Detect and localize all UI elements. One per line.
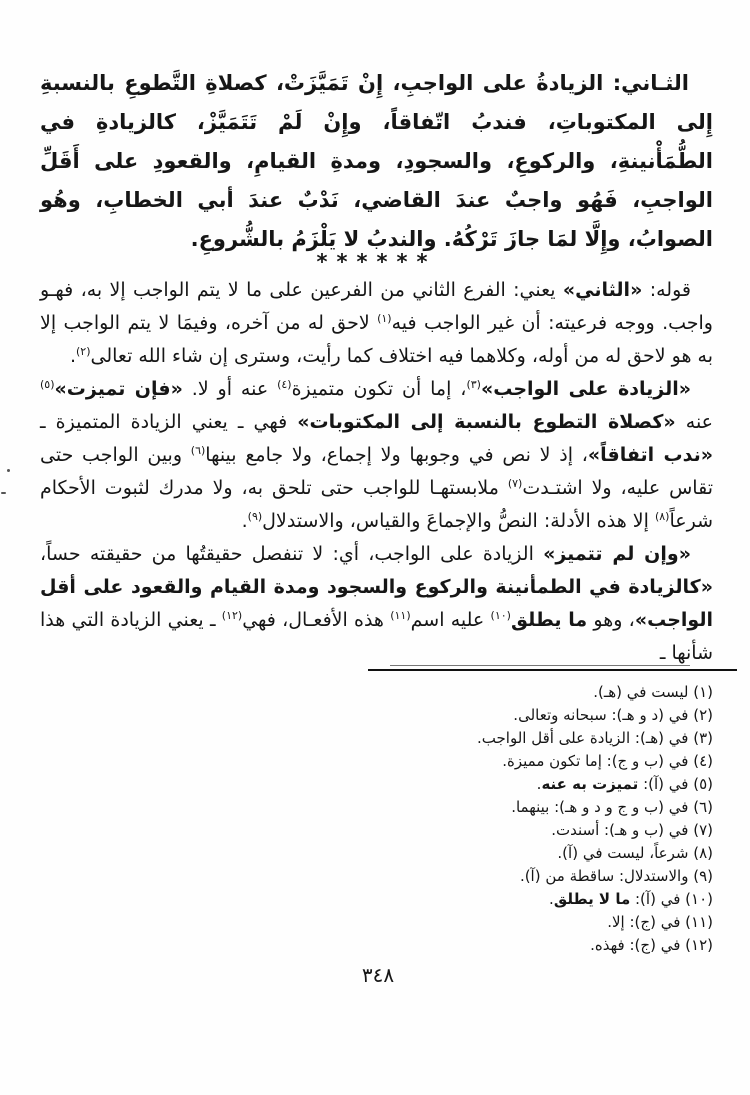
- footnote-item: [40, 842, 713, 865]
- page-number: ٣٤٨: [361, 963, 395, 987]
- footnote-ref: (٨): [654, 510, 670, 523]
- footnote-number: (٨): [693, 844, 713, 862]
- text-segment: تميزت به عنه: [541, 775, 639, 793]
- text-segment: ما لا يطلق: [553, 890, 631, 908]
- text-segment: إلا هذه الأدلة: النصُّ والإجماعَ والقياس، والاستدلال: [262, 510, 655, 532]
- text-segment: ليست في (هـ).: [593, 683, 689, 701]
- footnote-text: [537, 775, 689, 793]
- footnote-item: [40, 681, 713, 704]
- text-segment: في (آ):: [638, 775, 689, 793]
- footnote-ref: (٦): [190, 444, 206, 457]
- footnote-text: [511, 798, 688, 816]
- scan-speck: [7, 469, 10, 472]
- matn-paragraph: [40, 64, 713, 259]
- footnote-text: [551, 821, 688, 839]
- footnote-number: (٤): [693, 752, 713, 770]
- footnote-ref: (١١): [390, 609, 411, 622]
- footnote-text: [549, 890, 680, 908]
- commentary-paragraph: [40, 274, 713, 373]
- text-segment: «فإن تميزت»: [54, 378, 183, 400]
- footnote-item: [40, 750, 713, 773]
- footnote-text: [502, 752, 688, 770]
- text-segment: والاستدلال: ساقطة من (آ).: [519, 867, 689, 885]
- footnote-text: [593, 683, 688, 701]
- text-segment: ـ يعني الزيادة التي هذا شأنها ـ: [40, 609, 713, 664]
- text-segment: «الثاني»: [562, 279, 643, 301]
- text-segment: .: [536, 775, 542, 793]
- text-segment: ، إما أن تكون متميزة: [291, 378, 467, 400]
- commentary-paragraph: [40, 538, 713, 670]
- text-segment: في (ب و ج): إما تكون مميزة.: [502, 752, 689, 770]
- text-segment: ما يطلق: [510, 609, 588, 631]
- footnote-item: [40, 934, 713, 957]
- footnote-item: [40, 704, 713, 727]
- text-segment: ، وهو: [587, 609, 635, 631]
- footnote-ref: (٣): [466, 378, 481, 391]
- footnote-text: [477, 729, 688, 747]
- footnote-ref: (٢): [76, 345, 91, 358]
- text-segment: عليه اسم: [410, 609, 491, 631]
- text-segment: .: [69, 345, 76, 367]
- footnote-item: [40, 911, 713, 934]
- text-segment: ، إذ لا نص في وجوبها ولا إجماع، ولا جامع بينها: [205, 444, 588, 466]
- text-segment: .: [241, 510, 248, 532]
- text-segment: «الزيادة على الواجب»: [480, 378, 691, 400]
- footnote-text: [520, 867, 689, 885]
- text-segment: ملابستهـا للواجب حتى تلحق به، ولا مدرك لثبوت الأحكام شرعاً: [40, 477, 713, 532]
- text-segment: الزيادة على الواجب، أي: لا تنفصل حقيقتُها من حقيقته حساً،: [40, 543, 544, 565]
- footnote-number: (١٢): [685, 936, 713, 954]
- footnote-text: [590, 936, 680, 954]
- footnote-number: (٩): [693, 867, 713, 885]
- footnote-item: [40, 819, 713, 842]
- text-segment: .: [549, 890, 554, 908]
- text-segment: عنه أو لا.: [182, 378, 278, 400]
- text-segment: في (د و هـ): سبحانه وتعالى.: [513, 706, 689, 724]
- text-segment: هذه الأفعـال، فهي: [242, 609, 391, 631]
- footnote-item: [40, 773, 713, 796]
- commentary-block: [40, 274, 713, 670]
- footnote-ref: (٩): [247, 510, 263, 523]
- text-segment: في (ب و هـ): أسندت.: [551, 821, 689, 839]
- footnote-number: (٢): [693, 706, 713, 724]
- text-segment: قوله:: [642, 279, 691, 301]
- footnote-ref: (٤): [277, 378, 292, 391]
- footnote-number: (٥): [693, 775, 713, 793]
- text-segment: «كصلاة التطوع بالنسبة إلى المكتوبات»: [297, 411, 676, 433]
- footnote-text: [513, 706, 688, 724]
- footnote-ref: (١٢): [221, 609, 243, 622]
- footnote-number: (٧): [693, 821, 713, 839]
- text-segment: «كالزيادة في الطمأنينة والركوع والسجود ومدة القيام والقعود على أقل الواجب»: [40, 576, 713, 631]
- text-segment: وبين الواجب حتى تقاس عليه، ولا اشتـدت: [40, 444, 713, 499]
- scan-speck: [1, 492, 6, 494]
- footnote-number: (٦): [693, 798, 713, 816]
- text-segment: في (ج): إلا.: [607, 913, 681, 931]
- footnote-separator-line: [368, 669, 737, 671]
- text-segment: الثـاني: الزيادةُ على الواجبِ، إِنْ تَمَيَّزَتْ، كصلاةِ التَّطوعِ بالنسبةِ إِلى المكتوباتِ، فندبُ اتّفاقاً، وإِنْ لَمْ تَتَمَيَّزْ، كالزيادةِ في الطُّمَأْنينةِ، والركوعِ، والسجودِ، ومدةِ القيامِ، والقعودِ على أَقَلِّ الواجبِ، فَهُو واجبٌ عندَ القاضي، نَدْبٌ عندَ أبي الخطابِ، وهُو الصوابُ، وإِلَّا لمَا جازَ تَرْكُهُ. والندبُ لا يَلْزَمُ بالشُّروعِ.: [40, 71, 713, 251]
- text-segment: فهي ـ يعني الزيادة المتميزة ـ: [40, 411, 298, 433]
- section-separator: ******: [316, 250, 437, 274]
- text-segment: في (هـ): الزيادة على أقل الواجب.: [477, 729, 689, 747]
- text-segment: في (ج): فهذه.: [590, 936, 681, 954]
- footnote-item: [40, 796, 713, 819]
- footnote-separator-shadow: [390, 665, 690, 666]
- footnote-item: [40, 727, 713, 750]
- footnote-ref: (١): [377, 312, 392, 325]
- text-segment: يعني: الفرع الثاني من الفرعين على ما لا يتم الواجب إلا به، فهـو واجب. ووجه فرعيته: أن غير الواجب فيه: [40, 279, 713, 334]
- footnote-ref: (٥): [40, 378, 55, 391]
- commentary-paragraph: [40, 373, 713, 538]
- footnote-item: [40, 888, 713, 911]
- text-segment: «وإن لم تتميز»: [543, 543, 691, 565]
- footnote-number: (١٠): [685, 890, 713, 908]
- text-segment: شرعاً، ليست في (آ).: [557, 844, 689, 862]
- text-segment: لاحق له من آخره، وفيمَا لا يتم الواجب إلا به هو لاحق له من أوله، وكلاهما فيه اختلاف كما رأيت، وسترى إن شاء الله تعالى: [40, 312, 713, 367]
- footnote-ref: (٧): [507, 477, 523, 490]
- footnote-number: (٣): [693, 729, 713, 747]
- footnote-number: (١): [693, 683, 713, 701]
- footnote-text: [557, 844, 688, 862]
- footnote-item: [40, 865, 713, 888]
- text-segment: «ندب اتفاقاً»: [587, 444, 713, 466]
- footnote-ref: (١٠): [490, 609, 511, 622]
- text-segment: في (ب و ج و د و هـ): بينهما.: [511, 798, 689, 816]
- footnote-number: (١١): [685, 913, 713, 931]
- footnote-text: [607, 913, 680, 931]
- text-segment: عنه: [675, 411, 714, 433]
- footnotes-list: [40, 681, 713, 957]
- text-segment: في (آ):: [630, 890, 681, 908]
